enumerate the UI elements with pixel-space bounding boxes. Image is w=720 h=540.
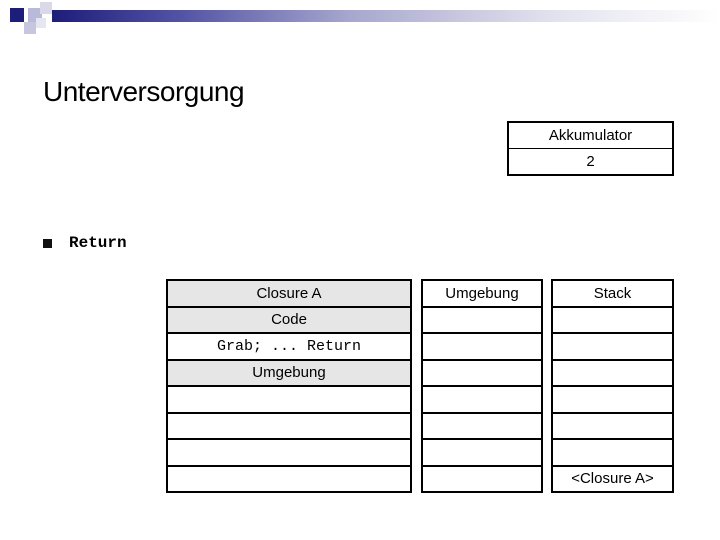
umgebung-header: Umgebung xyxy=(423,281,541,306)
stack-cell xyxy=(553,440,672,465)
closure-empty-row xyxy=(168,440,410,465)
umgebung-cell xyxy=(423,361,541,386)
decoration-square xyxy=(40,2,52,14)
closure-umgebung-label: Umgebung xyxy=(168,361,410,386)
stack-cell xyxy=(553,414,672,439)
closure-a-box xyxy=(166,279,412,493)
stack-cell xyxy=(553,361,672,386)
closure-empty-row xyxy=(168,387,410,412)
decoration-square xyxy=(10,8,24,22)
closure-code-label: Code xyxy=(168,308,410,333)
stack-cell xyxy=(553,387,672,412)
closure-header: Closure A xyxy=(168,281,410,306)
akkumulator-box xyxy=(507,121,674,176)
closure-code: Grab; ... Return xyxy=(168,334,410,359)
stack-header: Stack xyxy=(553,281,672,306)
decoration-square xyxy=(36,18,46,28)
stack-cell xyxy=(553,334,672,359)
stack-column xyxy=(551,279,674,493)
closure-empty-row xyxy=(168,414,410,439)
umgebung-cell xyxy=(423,387,541,412)
stack-cell xyxy=(553,308,672,333)
slide-title: Unterversorgung xyxy=(43,76,245,107)
umgebung-cell xyxy=(423,308,541,333)
bullet-text: Return xyxy=(69,234,127,252)
umgebung-cell xyxy=(423,334,541,359)
akkumulator-value: 2 xyxy=(509,148,672,174)
umgebung-cell xyxy=(423,440,541,465)
umgebung-cell xyxy=(423,467,541,492)
umgebung-cell xyxy=(423,414,541,439)
decoration-square xyxy=(24,22,36,34)
umgebung-column xyxy=(421,279,543,493)
bullet-square-icon xyxy=(43,239,52,248)
closure-empty-row xyxy=(168,467,410,492)
title-decoration-bar xyxy=(52,10,720,22)
akkumulator-label: Akkumulator xyxy=(548,127,633,144)
stack-cell: <Closure A> xyxy=(553,467,672,492)
